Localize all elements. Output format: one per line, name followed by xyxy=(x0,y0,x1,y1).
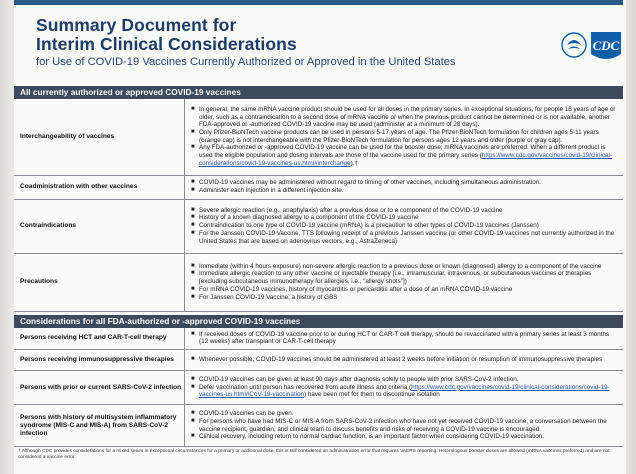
row-content xyxy=(185,99,624,175)
cdc-logo-text: CDC xyxy=(592,38,620,53)
table-row xyxy=(14,253,623,311)
row-content xyxy=(185,405,624,447)
table-row xyxy=(14,405,623,447)
list-item: ■ COVID-19 vaccines can be given. xyxy=(191,410,294,418)
row-label: Persons with prior or current SARS-CoV-2 infection xyxy=(14,371,185,405)
list-item: ■ Immediate (within 4 hours exposure) non-severe allergic reaction to a previous dose or known (diagnosed) allergy to a component of the vaccine xyxy=(191,262,602,270)
row-content xyxy=(185,253,624,311)
row-content xyxy=(185,328,624,350)
list-item: ■ Defer vaccination until person has recovered from acute illness and criteria (https://www.cdc.gov/vaccines/covid-19/clinical-considerations/covid-19-vaccines-us.html#CoV-19-vaccination) have been met for them to discontinue isolation xyxy=(191,383,610,399)
row-label: Contraindications xyxy=(14,199,185,253)
row-label: Interchangeability of vaccines xyxy=(14,99,185,175)
footnote: † Although CDC provides considerations for a mixed series in exceptional circumstances for a primary or additional dose, this is still considered an administration error that requires VAERS reporting. Heterologous booster doses are allowed (mRNA vaccines preferred) and are not considered a vaccine error. xyxy=(18,449,610,460)
list-item: ■ Only Pfizer-BioNTech vaccine products can be used in persons 5-17 years of age. The Pfizer-BioNTech formulation for children ages 5-11 years (orange cap) is not interchangeable with the Pfizer-BioNTech formulation for persons ages 12 years and older (purple or gray cap). xyxy=(191,129,599,144)
list-item: ■ COVID-19 vaccines can be given at least 90 days after diagnosis solely to people with prior SARS-CoV-2 infection. xyxy=(191,375,519,383)
hhs-cdc-logo xyxy=(560,20,623,70)
row-content xyxy=(185,350,624,371)
list-item: ■ For Janssen COVID-19 Vaccine, a history of GBS xyxy=(191,293,338,301)
header-titles xyxy=(14,16,560,68)
title-line-1: Summary Document for xyxy=(36,15,237,35)
row-label: Persons receiving HCT and CAR-T-cell therapy xyxy=(14,328,185,350)
list-item: ■ Any FDA-authorized or -approved COVID-19 vaccine can be used for the booster dose; mRNA vaccines are preferred. When a different product is used the eligible population and dosing intervals are those of the vaccine used for the primary series (https://www.cdc.gov/vaccines/covid-19/clinical-considerations/covid-19-vaccines-us.html#interchange).† xyxy=(191,144,613,167)
vaccination-criteria-link[interactable]: https://www.cdc.gov/vaccines/covid-19/clinical-considerations/covid-19-vaccines-us.html#CoV-19-vaccination xyxy=(199,383,610,399)
table-row xyxy=(14,350,623,371)
table-row xyxy=(14,175,623,199)
section2-header: Considerations for all FDA-authorized or -approved COVID-19 vaccines xyxy=(14,315,623,328)
list-item: ■ Whenever possible, COVID-19 vaccines should be administered at least 2 weeks before initiation or resumption of immunosuppressive therapies xyxy=(191,356,603,364)
section1-table xyxy=(14,99,623,312)
list-item: ■ Immediate allergic reaction to any other vaccine or injectable therapy (i.e., intramuscular, intravenous, or subcutaneous vaccines or therapies [excluding subcutaneous immunotherapy for allergies, i.e., "allergy shots"]) xyxy=(191,270,592,286)
list-item: ■ Administer each injection in a different injection site. xyxy=(191,187,344,194)
list-item: ■ For mRNA COVID-19 vaccines, history of myocarditis or pericarditis after a dose of an mRNA COVID-19 vaccine xyxy=(191,285,513,293)
table-row xyxy=(14,199,623,253)
list-item: ■ Severe allergic reaction (e.g., anaphylaxis) after a previous dose or to a component of the COVID-19 vaccine xyxy=(191,206,503,214)
row-content xyxy=(185,199,624,253)
list-item: ■ For the Janssen COVID-19 Vaccine, TTS following receipt of a previous Janssen vaccine (or other COVID-19 vaccines not currently authorized in the United States that are based on adenovirus vectors, e.g., AstraZeneca) xyxy=(191,229,615,245)
row-label: Persons with history of multisystem inflammatory syndrome (MIS-C and MIS-A) from SARS-CoV-2 infection xyxy=(14,405,185,447)
row-content xyxy=(185,175,624,199)
section2-table xyxy=(14,328,623,448)
subtitle: for Use of COVID-19 Vaccines Currently Authorized or Approved in the United States xyxy=(36,56,456,68)
interchange-link[interactable]: https://www.cdc.gov/vaccines/covid-19/clinical-considerations/covid-19-vaccines-us.html#interchange xyxy=(199,152,613,167)
row-label: Coadministration with other vaccines xyxy=(14,175,185,199)
table-row xyxy=(14,99,623,175)
list-item: ■ Clinical recovery, including return to normal cardiac function, is an important factor when considering COVID-19 vaccination. xyxy=(191,433,544,441)
list-item: ■ For persons who have had MIS-C or MIS-A from SARS-CoV-2 infection who have not yet received COVID-19 vaccine, a conversation between the vaccine recipient, guardian, and clinical team to discuss benefits and risks of receiving a COVID-19 vaccine is encouraged. xyxy=(191,417,607,433)
table-row xyxy=(14,328,623,350)
table-row xyxy=(14,371,623,405)
page-shadow-right xyxy=(626,0,636,474)
row-label: Persons receiving immunosuppressive therapies xyxy=(14,350,185,371)
hhs-eagle-icon xyxy=(560,20,623,70)
section1-header: All currently authorized or approved COVID-19 vaccines xyxy=(14,86,623,99)
title-line-2: Interim Clinical Considerations xyxy=(36,34,297,54)
page-shadow-left xyxy=(0,0,14,474)
list-item: ■ In general, the same mRNA vaccine product should be used for all doses in the primary series. In exceptional situations, for people 18 years of age or older, such as a contraindication to a second dose of mRNA vaccine or when the previous product cannot be determined or is not available, another FDA-approved or -authorized COVID-19 vaccine may be used (administer at a minimum of 28 days). xyxy=(191,105,616,129)
list-item: ■ History of a known diagnosed allergy to a component of the COVID-19 vaccine xyxy=(191,214,419,222)
list-item: ■ If received doses of COVID-19 vaccine prior to or during HCT or CAR-T cell therapy, should be revaccinated with a primary series at least 3 months (12 weeks) after transplant or CAR-T-cell therapy xyxy=(191,330,610,346)
list-item: ■ Contraindication to one type of COVID-19 vaccine (mRNA) is a precaution to other types of COVID-19 vaccines (Janssen) xyxy=(191,222,539,230)
document-header xyxy=(14,0,623,86)
list-item: ■ COVID-19 vaccines may be administered without regard to timing of other vaccines, including simultaneous administration. xyxy=(191,179,541,187)
row-label: Precautions xyxy=(14,253,185,311)
row-content xyxy=(185,371,624,405)
